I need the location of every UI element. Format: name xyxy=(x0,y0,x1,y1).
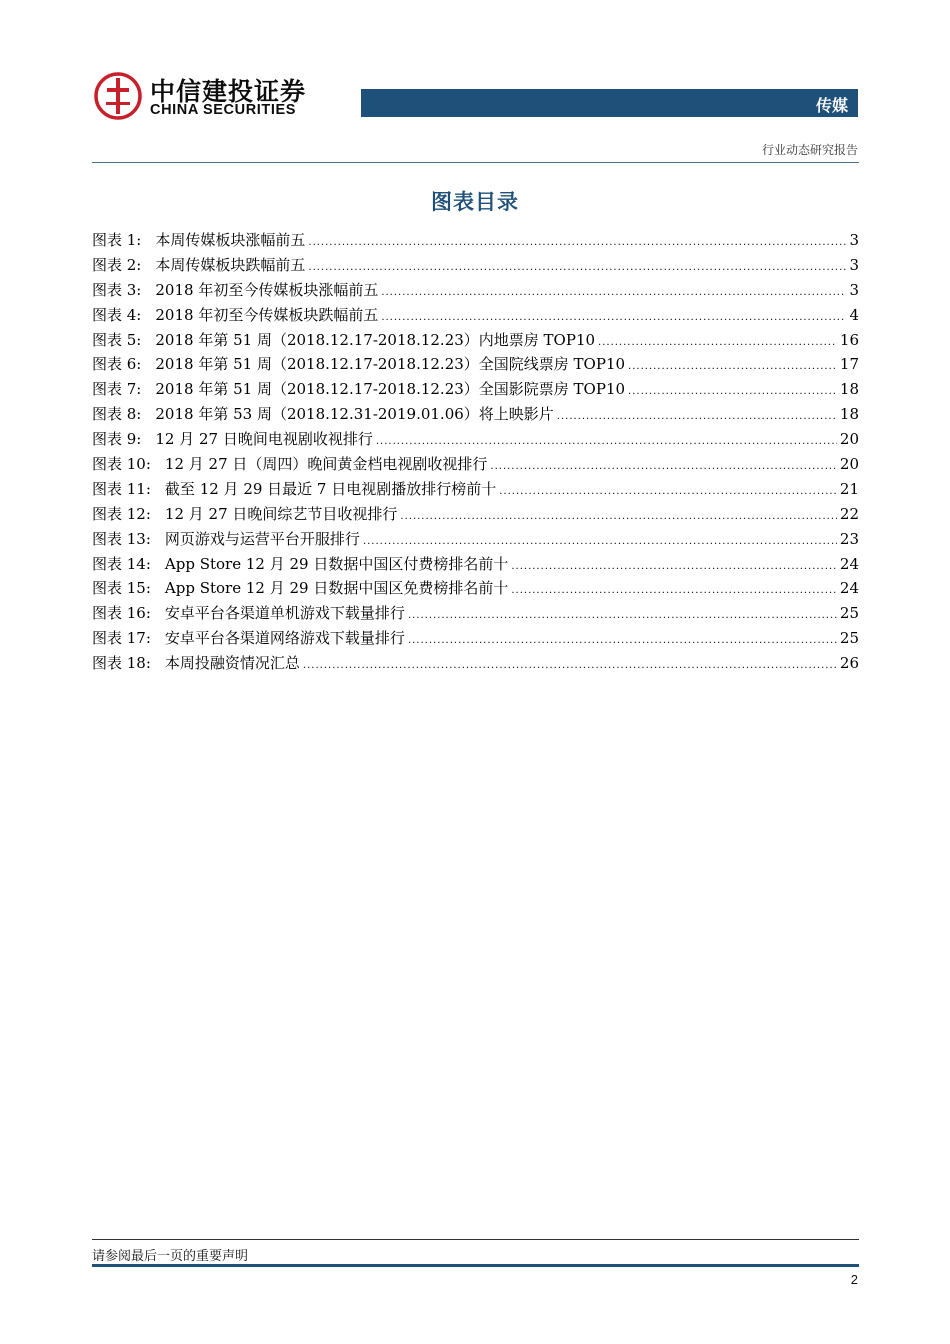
toc-entry[interactable] xyxy=(92,452,859,477)
toc-entry-title[interactable]: 2018 年第 53 周（2018.12.31-2019.01.06）将上映影片 xyxy=(155,405,554,424)
toc-entry-page[interactable]: 16 xyxy=(839,330,859,349)
toc-entry-title[interactable]: 安卓平台各渠道网络游戏下载量排行 xyxy=(164,629,405,648)
toc-entry-number: 图表 8: xyxy=(92,405,142,424)
toc-entry-page[interactable]: 17 xyxy=(839,355,859,374)
toc-leader-dots xyxy=(308,256,846,281)
toc-entry-number: 图表 16: xyxy=(92,604,151,623)
toc-entry-number: 图表 2: xyxy=(92,255,142,274)
page-number: 2 xyxy=(850,1272,858,1287)
toc-leader-dots xyxy=(557,405,837,430)
toc-entry-title[interactable]: 本周传媒板块跌幅前五 xyxy=(155,255,306,274)
toc-entry-number: 图表 5: xyxy=(92,330,142,349)
toc-entry-page[interactable]: 25 xyxy=(839,629,859,648)
toc-leader-dots xyxy=(490,455,837,480)
disclaimer-note: 请参阅最后一页的重要声明 xyxy=(92,1249,249,1264)
toc-entry-title[interactable]: App Store 12 月 29 日数据中国区免费榜排名前十 xyxy=(164,579,509,598)
toc-entry[interactable] xyxy=(92,377,859,402)
toc-entry-page[interactable]: 26 xyxy=(839,654,859,673)
footer-bar xyxy=(92,1264,859,1267)
toc-entry[interactable] xyxy=(92,601,859,626)
toc-leader-dots xyxy=(511,579,837,604)
toc-leader-dots xyxy=(408,604,837,629)
toc-entry[interactable] xyxy=(92,552,859,577)
toc-entry-page[interactable]: 4 xyxy=(849,305,859,324)
toc-entry-title[interactable]: 2018 年第 51 周（2018.12.17-2018.12.23）内地票房 TOP10 xyxy=(155,330,596,349)
sector-label: 传媒 xyxy=(815,96,848,115)
toc-leader-dots xyxy=(628,380,837,405)
toc-entry-number: 图表 3: xyxy=(92,280,142,299)
toc-entry-title[interactable]: 本周投融资情况汇总 xyxy=(164,654,300,673)
toc-leader-dots xyxy=(400,505,837,530)
toc-entry-page[interactable]: 23 xyxy=(839,529,859,548)
toc-entry-title[interactable]: 2018 年第 51 周（2018.12.17-2018.12.23）全国院线票房 TOP10 xyxy=(155,355,626,374)
toc-entry-number: 图表 12: xyxy=(92,504,151,523)
toc-list xyxy=(92,228,859,676)
toc-entry[interactable] xyxy=(92,626,859,651)
toc-entry-title[interactable]: 12 月 27 日晚间电视剧收视排行 xyxy=(155,430,373,449)
toc-entry-page[interactable]: 3 xyxy=(849,280,859,299)
toc-entry[interactable] xyxy=(92,427,859,452)
toc-entry-page[interactable]: 3 xyxy=(849,255,859,274)
toc-entry[interactable] xyxy=(92,328,859,353)
toc-entry-page[interactable]: 24 xyxy=(839,579,859,598)
toc-entry-title[interactable]: 2018 年第 51 周（2018.12.17-2018.12.23）全国影院票房 TOP10 xyxy=(155,380,626,399)
toc-entry-page[interactable]: 18 xyxy=(839,380,859,399)
toc-entry[interactable] xyxy=(92,576,859,601)
toc-entry[interactable] xyxy=(92,502,859,527)
toc-entry-number: 图表 9: xyxy=(92,430,142,449)
toc-entry-title[interactable]: 网页游戏与运营平台开服排行 xyxy=(164,529,360,548)
toc-entry-title[interactable]: 截至 12 月 29 日最近 7 日电视剧播放排行榜前十 xyxy=(164,479,497,498)
toc-entry[interactable] xyxy=(92,402,859,427)
toc-entry-page[interactable]: 20 xyxy=(839,455,859,474)
toc-entry-title[interactable]: 12 月 27 日（周四）晚间黄金档电视剧收视排行 xyxy=(164,455,488,474)
toc-entry-page[interactable]: 24 xyxy=(839,554,859,573)
toc-leader-dots xyxy=(303,654,837,679)
toc-leader-dots xyxy=(308,231,846,256)
report-type: 行业动态研究报告 xyxy=(761,143,858,157)
toc-entry-page[interactable]: 22 xyxy=(839,504,859,523)
toc-leader-dots xyxy=(381,281,846,306)
toc-entry-number: 图表 18: xyxy=(92,654,151,673)
toc-entry-number: 图表 4: xyxy=(92,305,142,324)
toc-entry[interactable] xyxy=(92,303,859,328)
toc-entry-page[interactable]: 3 xyxy=(849,231,859,249)
toc-entry[interactable] xyxy=(92,278,859,303)
toc-entry[interactable] xyxy=(92,352,859,377)
toc-entry-title[interactable]: 2018 年初至今传媒板块跌幅前五 xyxy=(155,305,379,324)
toc-entry-number: 图表 1: xyxy=(92,231,142,249)
toc-entry-title[interactable]: 12 月 27 日晚间综艺节目收视排行 xyxy=(164,504,398,523)
toc-entry[interactable] xyxy=(92,477,859,502)
toc-entry[interactable] xyxy=(92,527,859,552)
toc-entry-title[interactable]: 本周传媒板块涨幅前五 xyxy=(155,231,306,249)
header-divider xyxy=(92,162,859,163)
toc-leader-dots xyxy=(511,555,837,580)
toc-entry[interactable] xyxy=(92,253,859,278)
toc-entry-number: 图表 7: xyxy=(92,380,142,399)
toc-entry-number: 图表 6: xyxy=(92,355,142,374)
toc-entry-number: 图表 17: xyxy=(92,629,151,648)
toc-entry-number: 图表 14: xyxy=(92,554,151,573)
toc-leader-dots xyxy=(499,480,837,505)
brand-name-en: CHINA SECURITIES xyxy=(150,102,297,118)
footer-divider xyxy=(92,1239,859,1240)
toc-entry-number: 图表 10: xyxy=(92,455,151,474)
brand-name-cn: 中信建投证券 xyxy=(150,77,307,106)
toc-entry-page[interactable]: 18 xyxy=(839,405,859,424)
toc-entry[interactable] xyxy=(92,228,859,253)
toc-leader-dots xyxy=(598,331,837,356)
sector-banner xyxy=(361,89,858,117)
toc-leader-dots xyxy=(628,355,837,380)
toc-entry-page[interactable]: 21 xyxy=(839,479,859,498)
citic-logo-icon xyxy=(94,72,142,120)
toc-entry[interactable] xyxy=(92,651,859,676)
toc-title: 图表目录 xyxy=(431,190,519,214)
toc-entry-title[interactable]: 安卓平台各渠道单机游戏下载量排行 xyxy=(164,604,405,623)
toc-entry-number: 图表 15: xyxy=(92,579,151,598)
toc-leader-dots xyxy=(408,629,837,654)
toc-entry-title[interactable]: App Store 12 月 29 日数据中国区付费榜排名前十 xyxy=(164,554,509,573)
toc-entry-page[interactable]: 25 xyxy=(839,604,859,623)
toc-entry-title[interactable]: 2018 年初至今传媒板块涨幅前五 xyxy=(155,280,379,299)
toc-entry-page[interactable]: 20 xyxy=(839,430,859,449)
toc-entry-number: 图表 11: xyxy=(92,479,151,498)
toc-entry-number: 图表 13: xyxy=(92,529,151,548)
